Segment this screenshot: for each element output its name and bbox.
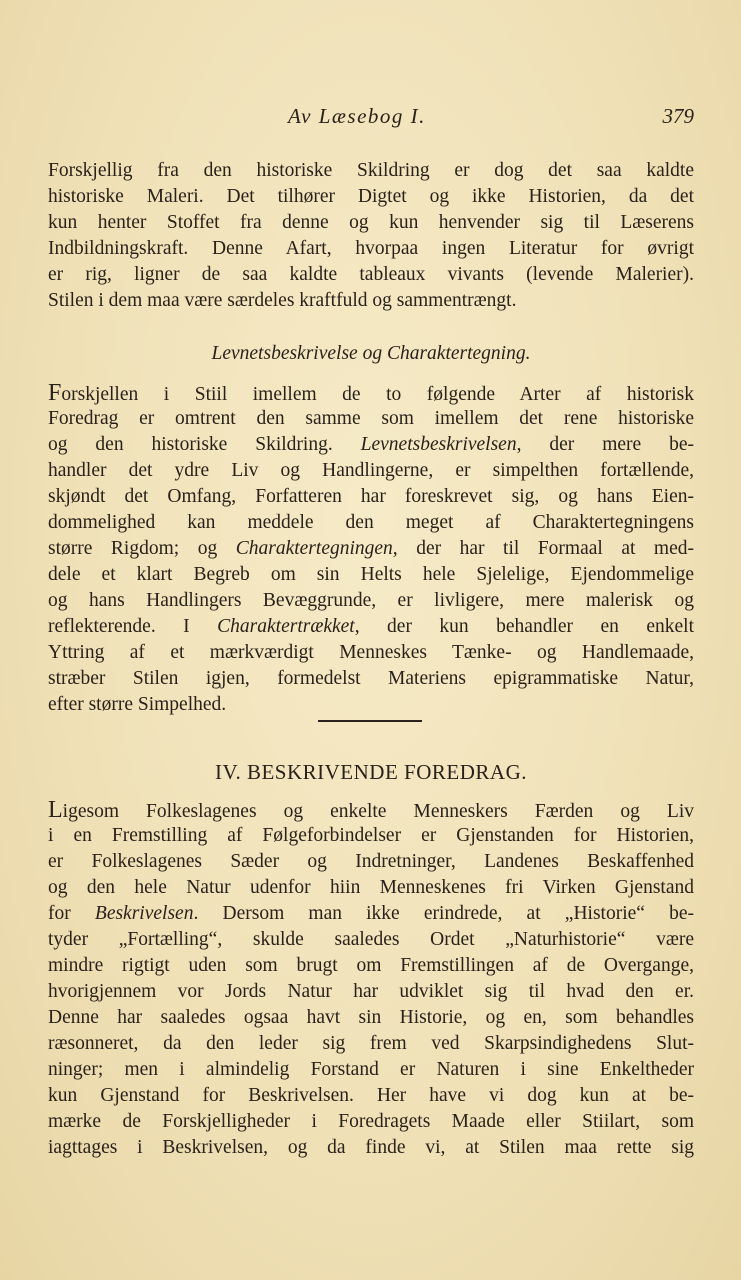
text-line: ninger; men i almindelig Forstand er Naturen i sine Enkeltheder — [48, 1059, 694, 1080]
text-line — [48, 901, 694, 927]
subheading-biography: Levnetsbeskrivelse og Charaktertegning. — [211, 343, 531, 364]
text-line: og den hele Natur udenfor hiin Menneskenes fri Virken Gjenstand — [48, 877, 694, 898]
text-segment: orskjellen i Stiil imellem de to følgende Arter af historisk — [61, 384, 694, 405]
text-line: Foredrag er omtrent den samme som imellem det rene historiske — [48, 408, 694, 429]
text-line: mindre rigtigt uden som brugt om Fremstillingen af de Overgange, — [48, 955, 694, 976]
text-line: Stilen i dem maa være særdeles kraftfuld og sammentrængt. — [48, 290, 517, 311]
text-line: efter større Simpelhed. — [48, 694, 227, 715]
italic-term: Levnetsbeskrivelsen — [360, 434, 517, 455]
text-line: ræsonneret, da den leder sig frem ved Skarpsindighedens Slut- — [48, 1033, 694, 1054]
text-line: i en Fremstilling af Følgeforbindelser er Gjenstanden for Historien, — [48, 825, 694, 846]
text-segment: , der mere be- — [516, 434, 694, 455]
section-heading: IV. BESKRIVENDE FOREDRAG. — [215, 760, 527, 784]
page-number: 379 — [662, 104, 694, 128]
text-line: Denne har saaledes ogsaa havt sin Historie, og en, som behandles — [48, 1007, 694, 1028]
paragraph-biography — [48, 380, 694, 718]
text-line — [48, 797, 694, 823]
text-line — [48, 432, 694, 458]
paragraph-descriptive — [48, 797, 694, 1161]
text-line: og hans Handlingers Bevæggrunde, er livligere, mere malerisk og — [48, 590, 694, 611]
text-segment: for — [48, 903, 95, 924]
text-line: stræber Stilen igjen, formedelst Materiens epigrammatiske Natur, — [48, 668, 694, 689]
text-line: hvorigjennem vor Jords Natur har udviklet sig til hvad den er. — [48, 981, 694, 1002]
text-segment: større Rigdom; og — [48, 538, 236, 559]
italic-term: Charaktertegningen — [235, 538, 393, 559]
italic-term: Beskrivelsen — [94, 903, 194, 924]
drop-cap: F — [48, 380, 62, 406]
text-line — [48, 614, 694, 640]
text-line: Forskjellig fra den historiske Skildring er dog det saa kaldte — [48, 160, 694, 181]
section-divider — [318, 720, 422, 722]
text-segment: reflekterende. I — [48, 616, 218, 637]
drop-cap: L — [48, 797, 63, 823]
text-segment: . Dersom man ikke erindrede, at „Historie“ be- — [193, 903, 694, 924]
text-line: mærke de Forskjelligheder i Foredragets Maade eller Stiilart, som — [48, 1111, 694, 1132]
text-line — [48, 536, 694, 562]
running-title: Av Læsebog I. — [288, 104, 426, 128]
text-line — [48, 380, 694, 406]
text-segment: , der har til Formaal at med- — [392, 538, 694, 559]
italic-term: Charaktertrækket — [217, 616, 355, 637]
text-line: er Folkeslagenes Sæder og Indretninger, Landenes Beskaffenhed — [48, 851, 694, 872]
text-line: Indbildningskraft. Denne Afart, hvorpaa ingen Literatur for øvrigt — [48, 238, 694, 259]
text-line: iagttages i Beskrivelsen, og da finde vi, at Stilen maa rette sig — [48, 1137, 694, 1158]
text-line: kun Gjenstand for Beskrivelsen. Her have vi dog kun at be- — [48, 1085, 694, 1106]
text-line: Yttring af et mærkværdigt Menneskes Tænke- og Handlemaade, — [48, 642, 694, 663]
text-line: dele et klart Begreb om sin Helts hele Sjelelige, Ejendommelige — [48, 564, 694, 585]
running-head — [48, 104, 698, 134]
text-segment: igesom Folkeslagenes og enkelte Menneskers Færden og Liv — [62, 801, 694, 822]
text-line: skjøndt det Omfang, Forfatteren har foreskrevet sig, og hans Eien- — [48, 486, 694, 507]
text-line: historiske Maleri. Det tilhører Digtet og ikke Historien, da det — [48, 186, 694, 207]
text-line: dommelighed kan meddele den meget af Charaktertegningens — [48, 512, 694, 533]
paragraph-historical-painting — [48, 158, 694, 314]
text-segment: , der kun behandler en enkelt — [354, 616, 695, 637]
text-line: er rig, ligner de saa kaldte tableaux vivants (levende Malerier). — [48, 264, 694, 285]
text-line: handler det ydre Liv og Handlingerne, er simpelthen fortællende, — [48, 460, 694, 481]
text-line: tyder „Fortælling“, skulde saaledes Ordet „Naturhistorie“ være — [48, 929, 694, 950]
text-line: kun henter Stoffet fra denne og kun henvender sig til Læserens — [48, 212, 694, 233]
text-segment: og den historiske Skildring. — [48, 434, 361, 455]
